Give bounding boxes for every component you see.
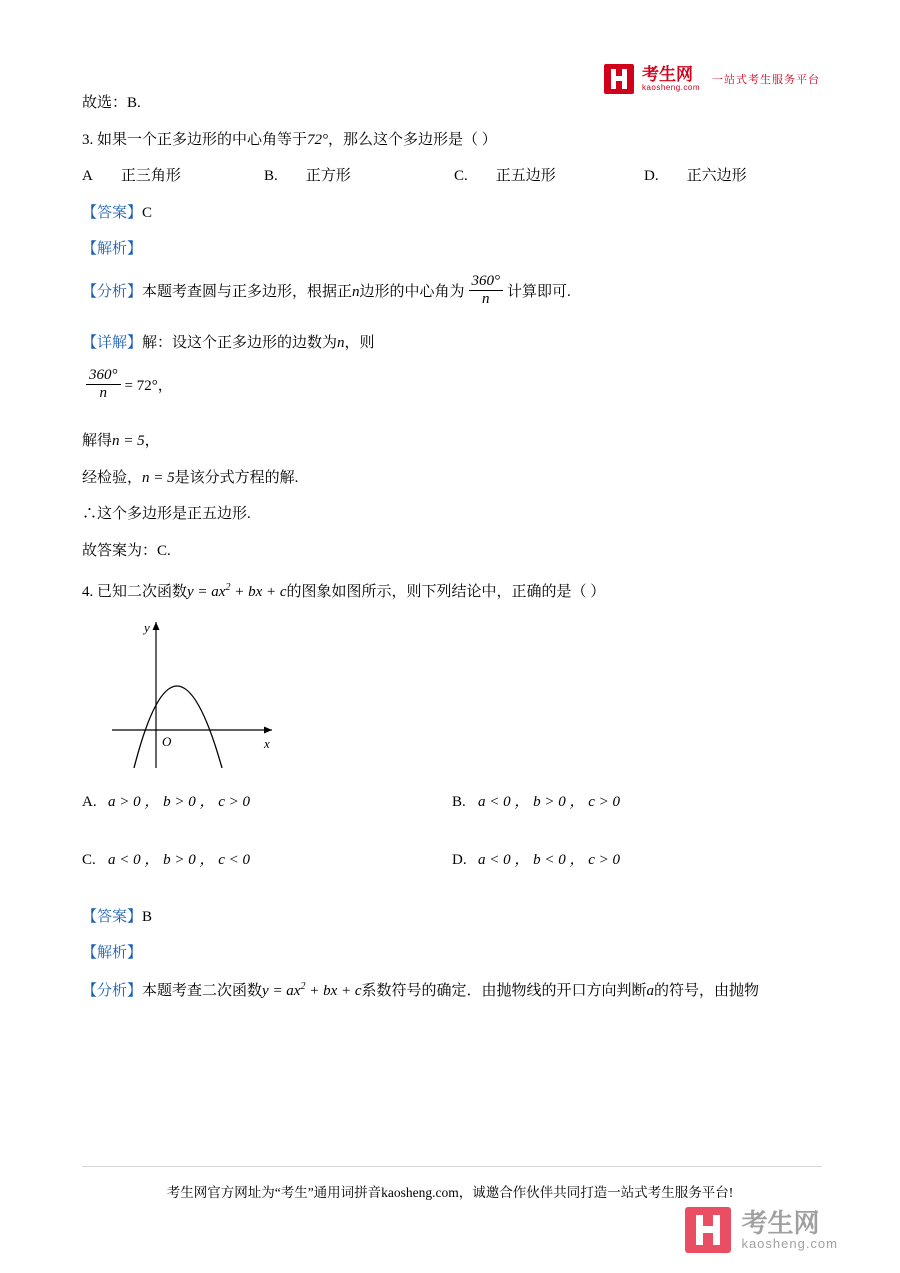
- q3-detail-text-b: ，则: [344, 335, 375, 351]
- q4-option-b-key: B.: [452, 793, 466, 810]
- q3-option-b-key: B.: [264, 168, 278, 184]
- q3-fenxi-text-c: 计算即可.: [507, 283, 571, 300]
- q3-check-text: 经检验，: [82, 469, 143, 486]
- footer-logo: [685, 1207, 838, 1253]
- q3-option-c-label: 正五边形: [495, 168, 556, 184]
- q3-analysis-tag: [82, 238, 822, 261]
- footer-brand-mark-icon: [685, 1207, 731, 1253]
- q3-fenxi-frac-num: 360°: [469, 273, 504, 291]
- q4-option-a-label: a > 0 ， b > 0 ， c > 0: [108, 793, 251, 810]
- y-axis-label: y: [144, 619, 150, 635]
- q3-final-value: C.: [157, 542, 171, 559]
- q4-option-d[interactable]: [452, 849, 822, 872]
- q3-detail-tag: 【详解】: [82, 335, 143, 351]
- q4-option-d-key: D.: [452, 852, 467, 868]
- q3-option-a-label: 正三角形: [120, 168, 181, 184]
- brand-domain: kaosheng.com: [641, 82, 700, 92]
- q3-option-d-key: D.: [644, 168, 659, 184]
- q4-parabola-figure: [104, 610, 294, 775]
- origin-label: O: [162, 733, 172, 749]
- q3-option-b[interactable]: [264, 165, 454, 188]
- q3-option-a-key: A: [82, 168, 93, 184]
- q4-stem-a: 已知二次函数: [97, 584, 188, 600]
- q3-eq-den: n: [99, 384, 107, 401]
- q3-fenxi-tag: 【分析】: [82, 283, 143, 300]
- q4-option-b[interactable]: [452, 791, 822, 814]
- q3-option-a[interactable]: [82, 165, 264, 188]
- q3-check-line: [82, 467, 822, 490]
- q4-options: [82, 791, 822, 872]
- q4-fenxi-a: 本题考查二次函数: [142, 982, 263, 999]
- q4-fenxi-formula: $y = ax^2$ + bx + c: [262, 980, 362, 999]
- q3-detail-text: 解：设这个正多边形的边数为: [142, 335, 338, 351]
- q4-option-a[interactable]: [82, 791, 452, 814]
- q3-solve-eq: n = 5: [112, 433, 145, 449]
- q3-solve-line: [82, 430, 822, 453]
- q4-answer-line: [82, 906, 822, 929]
- q3-number: 3.: [82, 131, 94, 148]
- question-3-stem: [82, 129, 822, 152]
- carryover-line: 故选：B.: [82, 95, 141, 111]
- q3-stem-text: 如果一个正多边形的中心角等于: [97, 131, 308, 148]
- q4-analysis-tag: [82, 942, 822, 965]
- q4-option-c-label: a < 0 ， b > 0 ， c < 0: [108, 852, 251, 868]
- q4-option-d-label: a < 0 ， b < 0 ， c > 0: [478, 852, 621, 868]
- q3-fenxi-fraction: [469, 273, 504, 309]
- q3-option-d-label: 正六边形: [686, 168, 747, 184]
- footer-note: 考生网官方网址为“考生”通用词拼音kaosheng.com，诚邀合作伙伴共同打造一站式考生服务平台!: [166, 1185, 734, 1200]
- q3-detail-var: n: [337, 335, 345, 351]
- q3-option-d[interactable]: [644, 165, 794, 188]
- footer-brand-domain: kaosheng.com: [741, 1236, 838, 1252]
- brand-mark-icon: [604, 64, 634, 94]
- x-axis-label: x: [264, 735, 270, 751]
- footer-divider: [82, 1166, 822, 1167]
- q3-equation: [82, 366, 822, 405]
- q4-option-a-key: A.: [82, 793, 97, 810]
- q4-fenxi-tag: 【分析】: [82, 982, 143, 999]
- q4-fenxi-b: 系数符号的确定．由抛物线的开口方向判断: [361, 982, 647, 999]
- q4-option-c[interactable]: [82, 849, 452, 872]
- q4-option-c-key: C.: [82, 852, 96, 868]
- q4-number: 4.: [82, 584, 94, 600]
- header-logo: [604, 64, 820, 94]
- brand-title: 考生网: [641, 64, 693, 84]
- q3-fenxi-frac-den: n: [482, 290, 490, 307]
- q3-check-tail: 是该分式方程的解.: [174, 469, 299, 486]
- q3-solve-text: 解得: [82, 433, 113, 449]
- q3-solve-comma: ，: [144, 433, 160, 449]
- q3-check-eq: n = 5: [142, 469, 175, 486]
- q3-fenxi-text-a: 本题考查圆与正多边形，根据正: [142, 283, 353, 300]
- q4-fenxi-line: [82, 979, 822, 1003]
- q3-fenxi-line: [82, 272, 822, 311]
- q4-answer-tag: 【答案】: [82, 908, 143, 925]
- question-4-stem: [82, 580, 822, 604]
- q4-fenxi-c: 的符号，由抛物: [654, 982, 760, 999]
- q3-eq-comma: ，: [157, 377, 173, 394]
- q3-option-c-key: C.: [454, 168, 468, 184]
- q3-answer-tag: 【答案】: [82, 204, 143, 221]
- parabola-graph: [104, 610, 294, 775]
- q3-final-label: 故答案为：: [82, 542, 158, 559]
- q4-fenxi-var: a: [646, 982, 655, 999]
- q4-stem-formula: $y = ax^2$ + bx + c: [187, 582, 287, 600]
- q3-eq-rhs: = 72°: [124, 377, 158, 394]
- q4-option-b-label: a < 0 ， b > 0 ， c > 0: [478, 793, 621, 810]
- q3-conclusion: ∴这个多边形是正五边形.: [82, 506, 251, 522]
- footer-brand-title: 考生网: [741, 1207, 820, 1238]
- q3-fenxi-var: n: [352, 283, 360, 300]
- q3-options: [82, 165, 822, 188]
- q3-analysis-label: 【解析】: [82, 241, 143, 257]
- q3-eq-num: 360°: [86, 367, 121, 385]
- q3-equation-fraction: [86, 367, 121, 403]
- q3-fenxi-text-b: 边形的中心角为: [359, 283, 465, 300]
- document-content: [82, 92, 822, 1016]
- q3-answer-line: [82, 202, 822, 225]
- q3-stem-tail: ，那么这个多边形是（ ）: [328, 131, 497, 148]
- q4-answer-value: B: [142, 908, 153, 925]
- q3-option-b-label: 正方形: [305, 168, 351, 184]
- q3-stem-value: 72°: [307, 131, 329, 148]
- q3-detail-line: [82, 332, 822, 355]
- brand-slogan: 一站式考生服务平台: [712, 74, 820, 86]
- q4-stem-b: 的图象如图所示，则下列结论中，正确的是（ ）: [286, 584, 606, 600]
- q3-answer-value: C: [142, 204, 153, 221]
- q4-analysis-label: 【解析】: [82, 945, 143, 961]
- q3-option-c[interactable]: [454, 165, 644, 188]
- q3-final-answer: [82, 540, 822, 563]
